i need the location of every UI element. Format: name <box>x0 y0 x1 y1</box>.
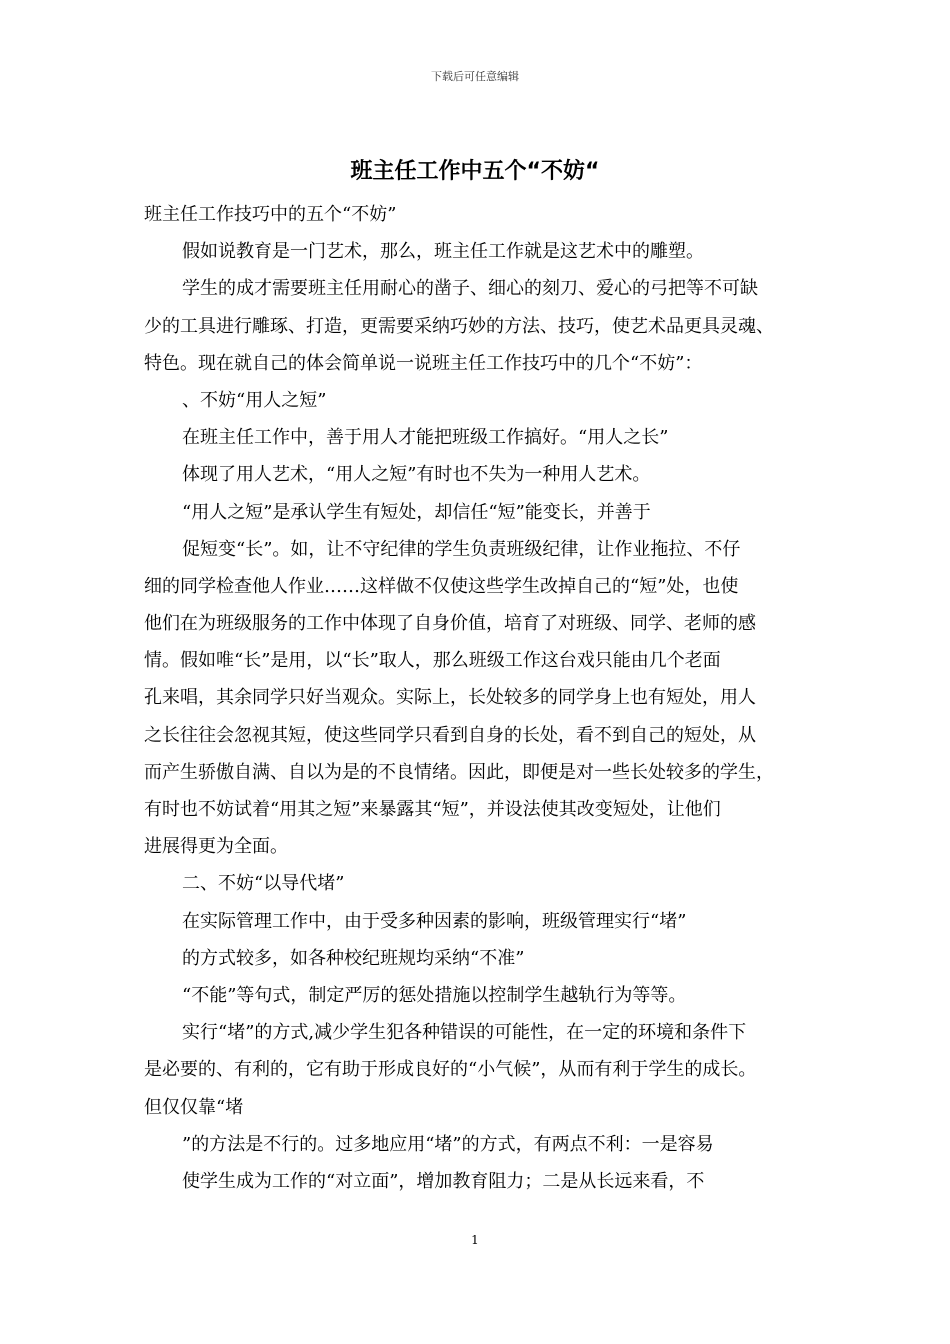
body-line: 细的同学检查他人作业……这样做不仅使这些学生改掉自己的“短”处，也使 <box>144 575 739 597</box>
body-line: 少的工具进行雕琢、打造，更需要采纳巧妙的方法、技巧，使艺术品更具灵魂、 <box>144 315 774 337</box>
body-line: 假如说教育是一门艺术，那么，班主任工作就是这艺术中的雕塑。 <box>182 241 704 263</box>
body-line: 之长往往会忽视其短，使这些同学只看到自身的长处，看不到自己的短处，从 <box>144 724 756 746</box>
body-line: 在实际管理工作中，由于受多种因素的影响，班级管理实行“堵” <box>182 910 687 932</box>
body-line: 班主任工作技巧中的五个“不妨” <box>144 204 397 225</box>
body-line: 有时也不妨试着“用其之短”来暴露其“短”，并设法使其改变短处，让他们 <box>144 799 721 820</box>
body-line: 他们在为班级服务的工作中体现了自身价值，培育了对班级、同学、老师的感 <box>144 613 756 635</box>
body-line: 在班主任工作中，善于用人才能把班级工作搞好。“用人之长” <box>182 427 669 449</box>
body-line: 使学生成为工作的“对立面”，增加教育阻力；二是从长远来看，不 <box>182 1170 705 1192</box>
body-line: 体现了用人艺术，“用人之短”有时也不失为一种用人艺术。 <box>182 464 651 486</box>
body-line: 、不妨“用人之短” <box>182 389 327 411</box>
body-line: 情。假如唯“长”是用，以“长”取人，那么班级工作这台戏只能由几个老面 <box>144 650 721 672</box>
body-line: 是必要的、有利的，它有助于形成良好的“小气候”，从而有利于学生的成长。 <box>144 1059 757 1081</box>
body-line: 学生的成才需要班主任用耐心的凿子、细心的刻刀、爱心的弓把等不可缺 <box>182 278 758 300</box>
document-body <box>144 196 824 1200</box>
document-title: 班主任工作中五个“不妨“ <box>350 159 600 184</box>
page-number: 1 <box>471 1233 479 1247</box>
body-line: 的方式较多，如各种校纪班规均采纳“不准” <box>182 947 525 969</box>
body-line: 促短变“长”。如，让不守纪律的学生负责班级纪律，让作业拖拉、不仔 <box>182 538 741 560</box>
body-line: “不能”等句式，制定严厉的惩处措施以控制学生越轨行为等等。 <box>182 984 687 1006</box>
body-line: ”的方法是不行的。过多地应用“堵”的方式，有两点不利：一是容易 <box>182 1133 714 1155</box>
body-line: 而产生骄傲自满、自以为是的不良情绪。因此，即便是对一些长处较多的学生， <box>144 761 774 783</box>
body-line: “用人之短”是承认学生有短处，却信任“短”能变长，并善于 <box>182 501 651 523</box>
body-line: 孔来唱，其余同学只好当观众。实际上，长处较多的同学身上也有短处，用人 <box>144 687 756 709</box>
body-line: 但仅仅靠“堵 <box>144 1096 244 1118</box>
header-note: 下载后可任意编辑 <box>431 70 519 83</box>
body-line: 二、不妨“以导代堵” <box>182 873 345 895</box>
body-line: 实行“堵”的方式,减少学生犯各种错误的可能性，在一定的环境和条件下 <box>182 1022 747 1044</box>
body-line: 进展得更为全面。 <box>144 836 288 858</box>
body-line: 特色。现在就自己的体会简单说一说班主任工作技巧中的几个“不妨”： <box>144 352 703 374</box>
